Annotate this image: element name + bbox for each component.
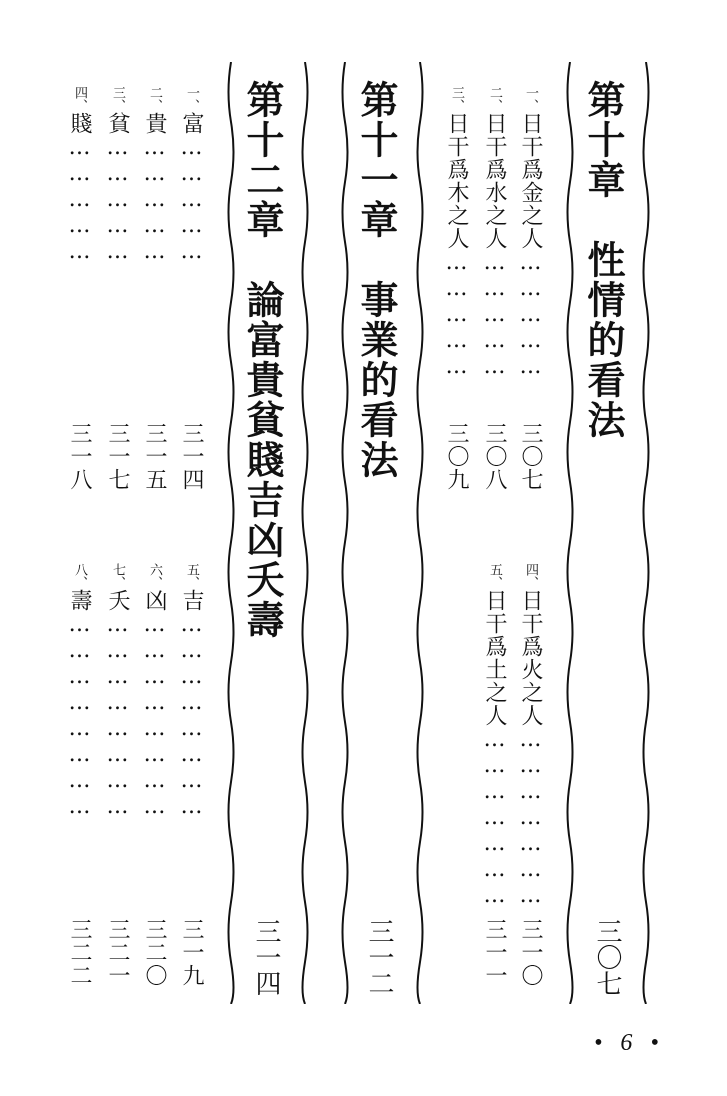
toc-entry: 五、吉…………………… xyxy=(179,563,204,820)
toc-entry-page: 三一四 xyxy=(179,422,204,491)
column-rule xyxy=(338,62,352,1004)
toc-entry-page: 三一七 xyxy=(105,422,130,491)
toc-entry: 三、貧…………… xyxy=(105,86,130,265)
chapter-12-title: 第十二章 論富貴貧賤吉凶夭壽 xyxy=(240,80,285,640)
toc-entry: 六、凶…………………… xyxy=(142,563,167,820)
toc-entry-page: 三一九 xyxy=(179,918,204,987)
column-rule xyxy=(224,62,238,1004)
column-rule xyxy=(639,62,653,1004)
toc-entry-page: 三一八 xyxy=(67,422,92,491)
toc-entry-page: 三一〇 xyxy=(518,918,543,987)
toc-entry-page: 三一五 xyxy=(142,422,167,491)
toc-entry: 二、貴…………… xyxy=(142,86,167,265)
toc-entry: 四、日干爲火之人………………… xyxy=(518,563,543,909)
toc-entry: 二、日干爲水之人…………… xyxy=(482,86,507,380)
toc-entry-page: 三二二 xyxy=(67,918,92,987)
page-number: • 6 • xyxy=(594,1030,665,1056)
toc-entry: 一、富…………… xyxy=(179,86,204,265)
chapter-12-page: 三一四 xyxy=(251,918,281,996)
chapter-10-page: 三〇七 xyxy=(592,918,622,996)
chapter-11-title: 第十一章 事業的看法 xyxy=(354,80,399,480)
column-rule xyxy=(563,62,577,1004)
toc-entry-page: 三二一 xyxy=(105,918,130,987)
column-rule xyxy=(413,62,427,1004)
chapter-11-page: 三一二 xyxy=(364,918,394,996)
toc-entry-page: 三〇七 xyxy=(518,422,543,491)
toc-entry-page: 三〇八 xyxy=(482,422,507,491)
toc-entry: 八、壽…………………… xyxy=(67,563,92,820)
toc-entry-page: 三一一 xyxy=(482,918,507,987)
toc-entry: 一、日干爲金之人…………… xyxy=(518,86,543,380)
toc-entry-page: 三二〇 xyxy=(142,918,167,987)
toc-entry-page: 三〇九 xyxy=(444,422,469,491)
toc-entry: 五、日干爲土之人………………… xyxy=(482,563,507,909)
toc-entry: 三、日干爲木之人…………… xyxy=(444,86,469,380)
toc-entry: 七、夭…………………… xyxy=(105,563,130,820)
toc-entry: 四、賤…………… xyxy=(67,86,92,265)
chapter-10-title: 第十章 性情的看法 xyxy=(581,80,626,440)
column-rule xyxy=(298,62,312,1004)
